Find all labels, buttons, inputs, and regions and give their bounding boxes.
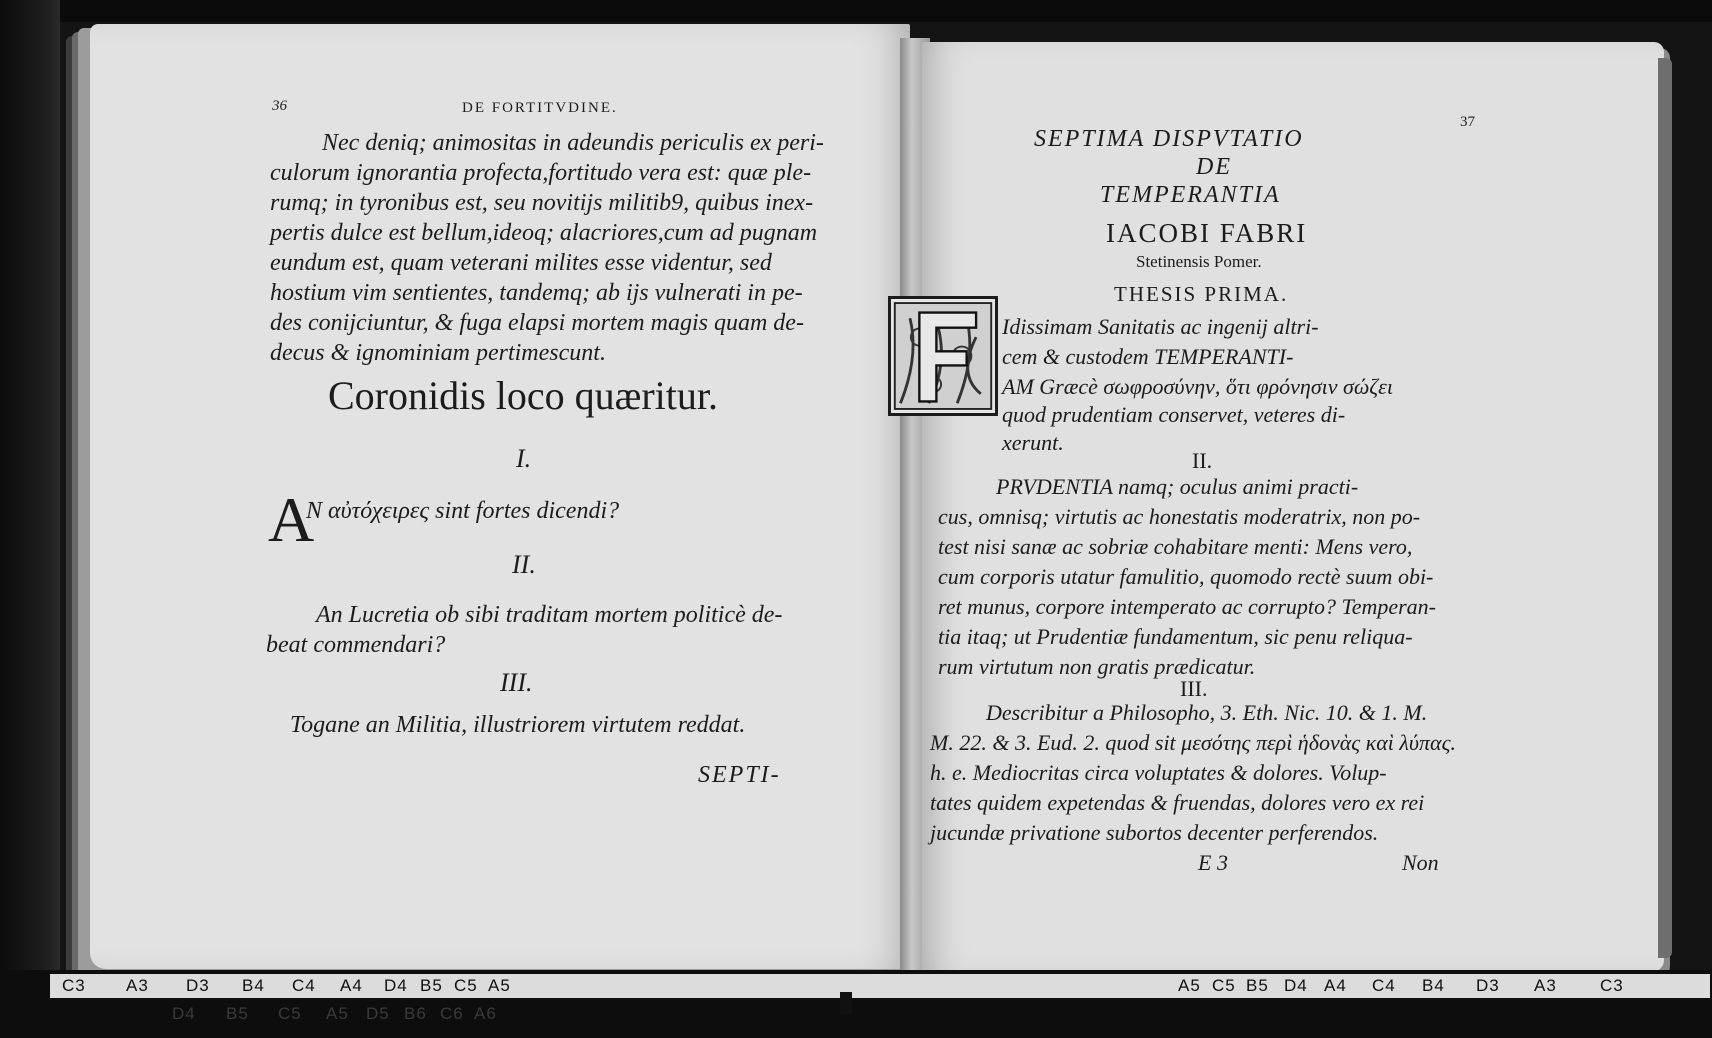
disputation-title: TEMPERANTIA bbox=[1100, 182, 1281, 208]
left-page-number: 36 bbox=[272, 98, 287, 114]
question-numeral: II. bbox=[512, 550, 536, 579]
text-line: M. 22. & 3. Eud. 2. quod sit μεσότης περὶ ἡδονὰς καὶ λύπας. bbox=[930, 730, 1457, 755]
film-code: C3 bbox=[62, 976, 86, 995]
film-code: A5 bbox=[1178, 976, 1201, 995]
film-code: D3 bbox=[186, 976, 210, 995]
film-code: A6 bbox=[474, 1004, 497, 1023]
film-code: C3 bbox=[1600, 976, 1624, 995]
question-initial: A bbox=[268, 484, 315, 555]
film-code: C5 bbox=[454, 976, 478, 995]
film-code: B6 bbox=[404, 1004, 427, 1023]
film-code: B5 bbox=[420, 976, 443, 995]
ornament-icon bbox=[891, 299, 995, 413]
film-code: C5 bbox=[1212, 976, 1236, 995]
film-code: D4 bbox=[172, 1004, 196, 1023]
thesis-numeral: II. bbox=[1192, 448, 1213, 473]
film-code: D4 bbox=[1284, 976, 1308, 995]
film-code: A3 bbox=[1534, 976, 1557, 995]
text-line: Idissimam Sanitatis ac ingenij altri- bbox=[1002, 314, 1319, 339]
text-line: AM Græcè σωφροσύνην, ὅτι φρόνησιν σώζει bbox=[1002, 374, 1393, 399]
text-line: decus & ignominiam pertimescunt. bbox=[270, 340, 606, 366]
disputation-title: DE bbox=[1196, 154, 1232, 180]
text-line: des conijciuntur, & fuga elapsi mortem magis quam de- bbox=[270, 310, 804, 336]
catchword: SEPTI- bbox=[698, 762, 781, 788]
film-left-edge bbox=[0, 0, 60, 1038]
ornamental-initial-f bbox=[888, 296, 998, 416]
thesis-heading: THESIS PRIMA. bbox=[1114, 282, 1289, 306]
left-running-head: DE FORTITVDINE. bbox=[462, 100, 618, 116]
text-line: xerunt. bbox=[1002, 430, 1064, 455]
signature-mark: E 3 bbox=[1198, 850, 1228, 875]
text-line: tates quidem expetendas & fruendas, dolores vero ex rei bbox=[930, 790, 1425, 815]
author-origin: Stetinensis Pomer. bbox=[1136, 252, 1262, 271]
film-code: A4 bbox=[1324, 976, 1347, 995]
section-heading: Coronidis loco quæritur. bbox=[328, 373, 718, 418]
text-line: rum virtutum non gratis prædicatur. bbox=[938, 654, 1256, 679]
text-line: test nisi sanæ ac sobriæ cohabitare menti: Mens vero, bbox=[938, 534, 1413, 559]
text-line: cum corporis utatur famulitio, quomodo rectè suum obi- bbox=[938, 564, 1434, 589]
text-line: ret munus, corpore intemperato ac corrupto? Temperan- bbox=[938, 594, 1437, 619]
question-text: N αὐτόχειρες sint fortes dicendi? bbox=[306, 498, 620, 524]
question-text: An Lucretia ob sibi traditam mortem politicè de- bbox=[316, 602, 783, 628]
question-text: beat commendari? bbox=[266, 632, 446, 658]
text-line: cus, omnisq; virtutis ac honestatis moderatrix, non po- bbox=[938, 504, 1421, 529]
question-numeral: I. bbox=[516, 444, 532, 473]
film-code: B4 bbox=[242, 976, 265, 995]
text-line: h. e. Mediocritas circa voluptates & dolores. Volup- bbox=[930, 760, 1387, 785]
film-code: A5 bbox=[326, 1004, 349, 1023]
text-line: Describitur a Philosopho, 3. Eth. Nic. 10. & 1. M. bbox=[986, 700, 1428, 725]
text-line: PRVDENTIA namq; oculus animi practi- bbox=[996, 474, 1359, 499]
film-code: B5 bbox=[226, 1004, 249, 1023]
film-code: C4 bbox=[1372, 976, 1396, 995]
text-line: cem & custodem TEMPERANTI- bbox=[1002, 344, 1294, 369]
text-line: tia itaq; ut Prudentiæ fundamentum, sic penu reliqua- bbox=[938, 624, 1413, 649]
text-line: eundum est, quam veterani milites esse videntur, sed bbox=[270, 250, 772, 276]
disputation-title: SEPTIMA DISPVTATIO bbox=[1034, 126, 1304, 152]
text-line: Nec deniq; animositas in adeundis periculis ex peri- bbox=[322, 130, 824, 156]
film-code: C4 bbox=[292, 976, 316, 995]
right-page-edge bbox=[1658, 58, 1672, 958]
film-code: B4 bbox=[1422, 976, 1445, 995]
author-name: IACOBI FABRI bbox=[1106, 218, 1308, 248]
catchword: Non bbox=[1402, 850, 1439, 875]
film-code: C6 bbox=[440, 1004, 464, 1023]
film-code: A3 bbox=[126, 976, 149, 995]
text-line: culorum ignorantia profecta,fortitudo vera est: quæ ple- bbox=[270, 160, 812, 186]
text-line: quod prudentiam conservet, veteres di- bbox=[1002, 402, 1346, 427]
film-code: A4 bbox=[340, 976, 363, 995]
film-code-row bbox=[0, 974, 1712, 1000]
film-code: A5 bbox=[488, 976, 511, 995]
question-numeral: III. bbox=[500, 668, 533, 697]
film-code: C5 bbox=[278, 1004, 302, 1023]
film-code-row-faint bbox=[0, 1004, 1712, 1030]
film-code: D3 bbox=[1476, 976, 1500, 995]
text-line: jucundæ privatione subortos decenter perferendos. bbox=[930, 820, 1379, 845]
film-frame-marker bbox=[840, 992, 852, 1014]
text-line: hostium vim sentientes, tandemq; ab ijs vulnerati in pe- bbox=[270, 280, 803, 306]
film-code: D4 bbox=[384, 976, 408, 995]
text-line: pertis dulce est bellum,ideoq; alacriores,cum ad pugnam bbox=[270, 220, 818, 246]
question-text: Togane an Militia, illustriorem virtutem reddat. bbox=[290, 712, 746, 738]
right-page-number: 37 bbox=[1460, 114, 1475, 130]
text-line: rumq; in tyronibus est, seu novitijs militib9, quibus inex- bbox=[270, 190, 814, 216]
film-code: B5 bbox=[1246, 976, 1269, 995]
thesis-numeral: III. bbox=[1180, 676, 1208, 701]
film-code: D5 bbox=[366, 1004, 390, 1023]
film-strip bbox=[0, 970, 1712, 1038]
